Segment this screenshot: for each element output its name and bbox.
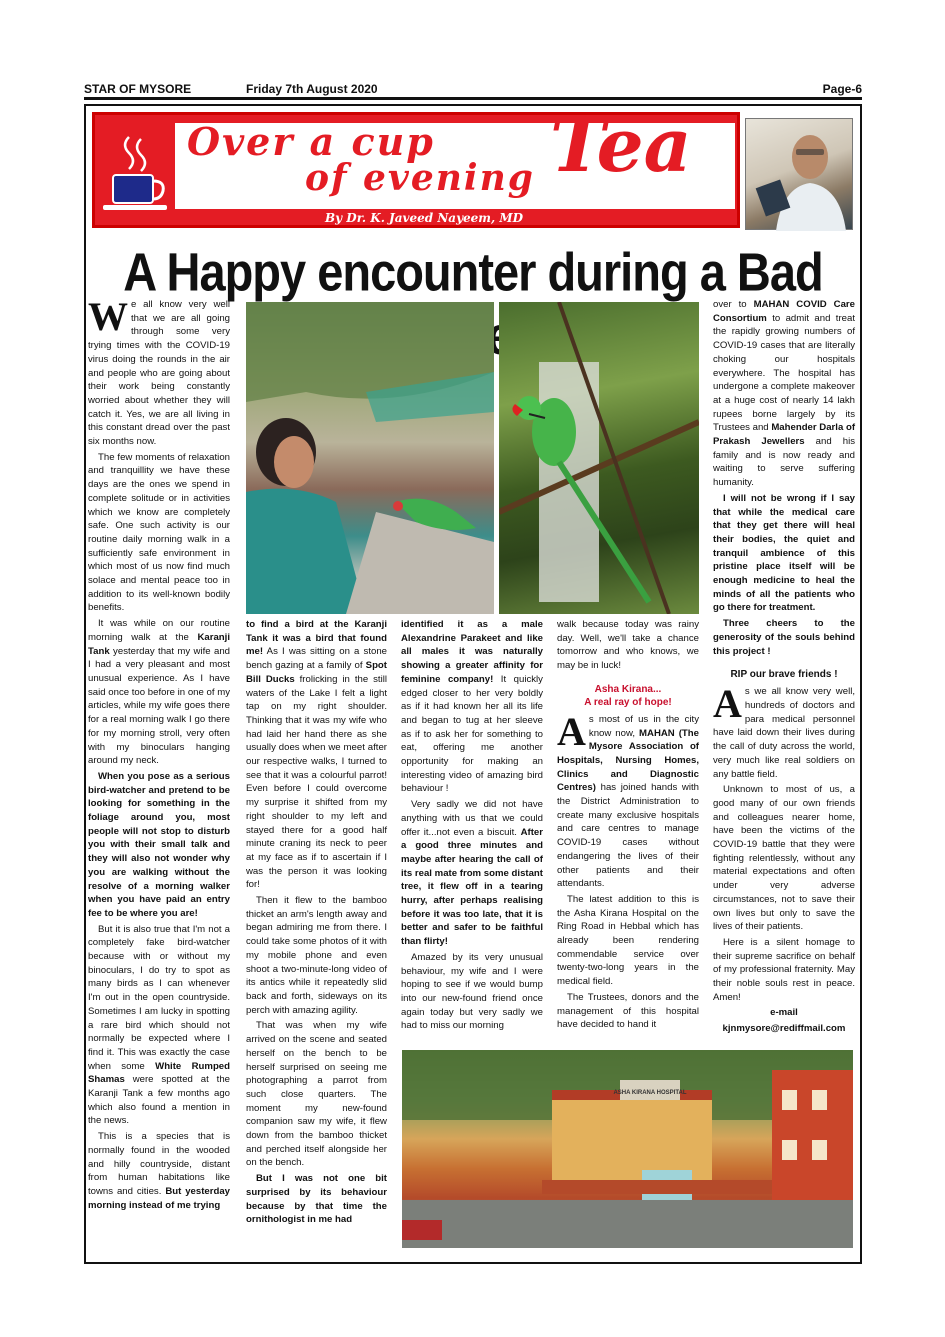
paragraph: e all know very well that we are all going through some very trying times with the COVID-19 virus doing the rounds in the air and people who are going about their work being constantly worried about whether they will catch it. Yes, we are all living in this constant dread over the past six months now.	[88, 299, 230, 448]
paragraph: As most of us in the city know now, MAHAN (The Mysore Association of Hospitals, Nursing Homes, Clinics and Diagnostic Centres) has joined hands with the District Administration to create many exclusive hospitals and care centres to manage COVID-19 cases without endangering the lives of their other patients and their attendants.	[557, 708, 699, 890]
issue-date: Friday 7th August 2020	[246, 82, 378, 96]
column-banner	[92, 103, 740, 228]
paragraph: identified it as a male Alexandrine Parakeet and like all males it was naturally showing a greater affinity for feminine company! It quickly edged closer to her very boldly as if it had known her all its life and began to tug at her sleeve as if to ask her for something to eat, offering me another opportunity for making an interesting video of amazing bird behaviour !	[401, 619, 543, 795]
paragraph: Unknown to most of us, a good many of our own friends and colleagues nearer home, have been the victims of the COVID-19 battle that they were fighting relentlessly, without any material expectations and often under very adverse circumstances, not to save their own lives but only to save the lives of their patients.	[713, 784, 855, 933]
hospital-sign: ASHA KIRANA HOSPITAL	[613, 1090, 687, 1096]
article-column-2	[246, 618, 387, 1229]
paragraph: The Trustees, donors and the management of this hospital have decided to hand it	[557, 991, 699, 1031]
paragraph: to find a bird at the Karanji Tank it was a bird that found me! As I was sitting on a stone bench gazing at a family of Spot Bill Ducks frolicking in the still waters of the Lake I felt a light tap on my right shoulder. Thinking that it was my wife who had laid her hand there as she usually does when we meet after our respective walks, I turned to see that it was a colourful parrot! Even before I could overcome my surprise it shifted from my right shoulder to my left and stayed there for a good half minute craning its neck to peer at my face as if to ascertain if I was the person it was looking for!	[246, 619, 387, 891]
author-photo	[745, 118, 853, 230]
parrot-illustration	[499, 302, 699, 614]
paragraph: Very sadly we did not have anything with us that we could offer it...not even a biscuit. After a good three minutes and maybe after hearing the call of its real mate from some distant tree, it flew off in a tearing hurry, after perhaps realising before it was too late, that it is better and safer to be faithful than flirty!	[401, 799, 543, 948]
photo-asha-kirana-hospital	[402, 1050, 853, 1248]
paragraph: Three cheers to the generosity of the souls behind this project !	[713, 618, 855, 657]
paragraph: But it is also true that I'm not a completely fake bird-watcher because with or without my binoculars, I do try to spot as many birds as I can whenever I'm out in the open countryside. Sometimes I am lucky in spotting a rare bird which should not normally be expected where I find it. This was exactly the case when some White Rumped Shamas were spotted at the Karanji Tank a few months ago which also found a mention in the news.	[88, 923, 230, 1127]
teacup-icon	[101, 135, 171, 215]
paragraph: The latest addition to this is the Asha Kirana Hospital on the Ring Road in Hebbal which has already been rendering commendable service over twenty-two-long years in the medical field.	[557, 893, 699, 988]
paragraph: walk because today was rainy day. Well, we'll take a chance tomorrow and who knows, we may be in luck!	[557, 619, 699, 672]
paragraph: The few moments of relaxation and tranquillity we have these days are the ones we spend in complete solitude or in activities which we know are completely safe. One such activity is our routine daily morning walk in a sufficiently safe environment in which most of us now find much solace and mental peace too in addition to its well-known bodily benefits.	[88, 451, 230, 614]
paragraph: But I was not one bit surprised by its behaviour because by that time the ornithologist in me had	[246, 1173, 387, 1226]
article-column-4	[557, 618, 699, 1034]
paragraph: Then it flew to the bamboo thicket an arm's length away and began admiring me from there. I could take some photos of it with my mobile phone and even shoot a two-minute-long video of its antics while it repeatedly slid back and forth, sideways on its perch with amazing agility.	[246, 895, 387, 1016]
article-column-3	[401, 618, 543, 1035]
subheading-rip: RIP our brave friends !	[730, 669, 838, 681]
dropcap: W	[88, 294, 128, 339]
dropcap: A	[557, 708, 586, 754]
paragraph: As we all know very well, hundreds of doctors and para medical personnel have laid down their lives during the call of duty across the world, very much like real soldiers on any battle field.	[713, 681, 855, 780]
paragraph: When you pose as a serious bird-watcher and pretend to be looking for something in the foliage around you, most people will not stop to disturb you with their small talk and they will also not wonder why you are walking without the resolve of a morning walker when you have paid an entry fee to be where you are!	[88, 770, 230, 919]
running-head	[84, 80, 862, 100]
dropcap: A	[713, 681, 742, 727]
headline: A Happy encounter during a Bad	[123, 241, 823, 303]
banner-line-2: of evening	[305, 157, 535, 199]
email-label: e-mail	[770, 1007, 798, 1019]
paragraph: It was while on our routine morning walk at the Karanji Tank yesterday that my wife and I had a very pleasant and most unusual experience. As I have said once too before in one of my articles, while my wife goes there for a real morning walk I go there for my morning stroll, very often with my binoculars hanging around my neck.	[88, 618, 230, 767]
subheading-asha-kirana: Asha Kirana... A real ray of hope!	[584, 683, 672, 708]
paragraph: Amazed by its very unusual behaviour, my wife and I were hoping to see if we would bump into our new-found friend once again today but very sadly we had to miss our morning	[401, 951, 543, 1032]
woman-parrot-illustration	[246, 302, 494, 614]
article-column-1	[88, 294, 231, 1214]
hospital-illustration	[402, 1050, 853, 1248]
paragraph: This is a species that is normally found in the wooded and hilly countryside, distant from human habitations like towns and cities. But yesterday morning instead of me trying	[88, 1131, 231, 1211]
banner-line-1: Over a cup	[187, 119, 435, 164]
page-number: Page-6	[822, 82, 862, 96]
banner-tea-word: Tea	[550, 103, 692, 189]
paragraph: I will not be wrong if I say that while the medical care that they get there will heal their bodies, the quiet and tranquil ambience of this pristine place itself will be enough medicine to heal the minds of all the patients who go there for treatment.	[713, 492, 855, 614]
paragraph: That was when my wife arrived on the scene and seated herself on the bench to be herself surprised on seeing me photographing a parrot from such close quarters. The moment my new-found companion saw my wife, it flew down from the bamboo thicket and perched itself alongside her on the bench.	[246, 1020, 387, 1169]
author-email: kjnmysore@rediffmail.com	[722, 1023, 846, 1035]
paper-name: STAR OF MYSORE	[84, 82, 192, 96]
byline: By Dr. K. Javeed Nayeem, MD	[325, 211, 524, 225]
paragraph: Here is a silent homage to their supreme sacrifice on behalf of my professional fraternity. May their noble souls rest in peace. Amen!	[713, 936, 855, 1003]
author-portrait-icon	[746, 119, 854, 231]
paragraph: over to MAHAN COVID Care Consortium to admit and treat the rapidly growing numbers of COVID-19 cases that are literally choking our hospitals everywhere. The hospital has undergone a complete makeover at a huge cost of nearly 14 lakh rupees borne largely by its Trustees and Mahender Darla of Prakash Jewellers and his family and is now ready and waiting to serve suffering humanity.	[713, 299, 856, 489]
article-column-5	[713, 298, 855, 1038]
photo-parrot-on-branch	[499, 302, 699, 614]
photo-woman-with-parrot	[246, 302, 494, 614]
